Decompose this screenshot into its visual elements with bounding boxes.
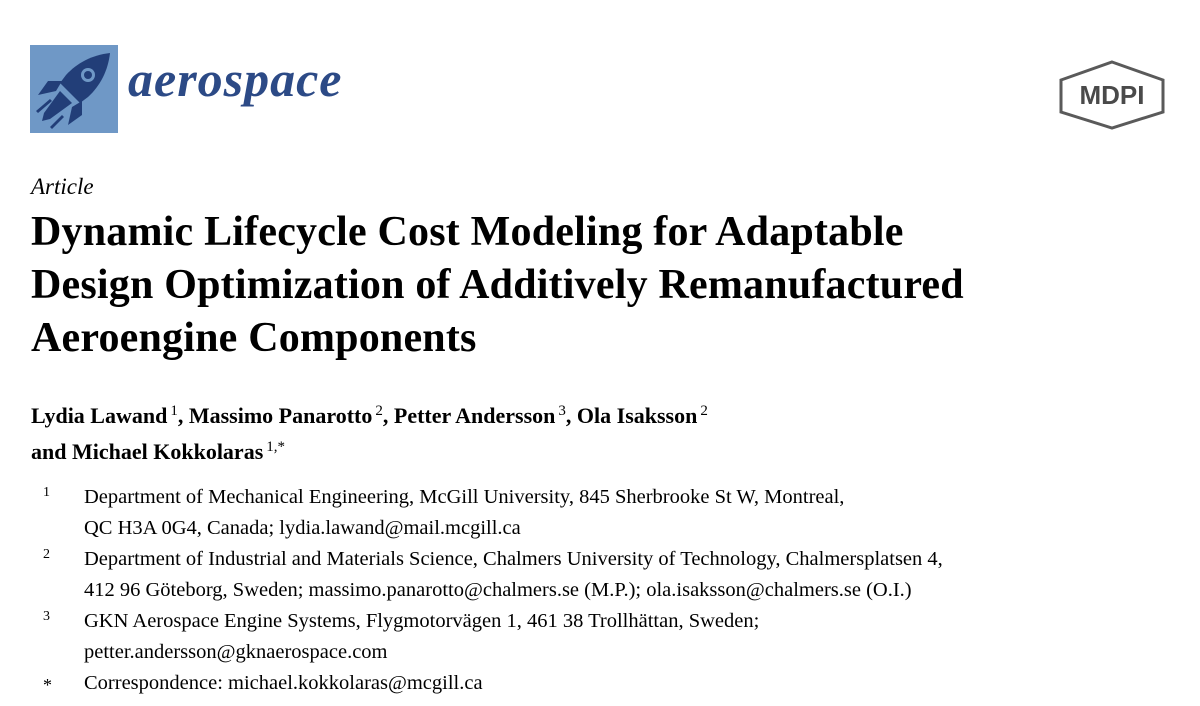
author-affiliation-ref: 2 [700, 403, 708, 419]
affiliation-text: QC H3A 0G4, Canada; lydia.lawand@mail.mcgill.ca [84, 517, 521, 539]
title-line: Aeroengine Components [31, 315, 477, 361]
author-separator: , [177, 403, 184, 428]
author-line [31, 434, 1171, 470]
affiliation-text: petter.andersson@gknaerospace.com [84, 641, 388, 663]
article-title [31, 206, 1181, 365]
publisher-logo [1057, 60, 1167, 130]
author-separator: and [31, 439, 67, 464]
author-name: Ola Isaksson [576, 403, 698, 428]
affiliation-item [31, 544, 1181, 606]
author-name: Petter Andersson [393, 403, 556, 428]
title-line: Dynamic Lifecycle Cost Modeling for Adaptable [31, 209, 904, 255]
article-type: Article [31, 174, 94, 199]
affiliation-list [31, 482, 1181, 699]
author-separator: , [565, 403, 572, 428]
author-affiliation-ref: 1 [170, 403, 178, 419]
author-affiliation-ref: 2 [375, 403, 383, 419]
affiliation-text: 412 96 Göteborg, Sweden; massimo.panarotto@chalmers.se (M.P.); ola.isaksson@chalmers.se (O.I.) [84, 579, 912, 601]
affiliation-text: Department of Mechanical Engineering, McGill University, 845 Sherbrooke St W, Montreal, [84, 486, 845, 508]
author-affiliation-ref: 1,* [266, 439, 286, 455]
rocket-icon [30, 45, 118, 133]
affiliation-marker: 1 [43, 485, 50, 500]
title-line: Design Optimization of Additively Remanufactured [31, 262, 964, 308]
affiliation-item [31, 606, 1181, 668]
correspondence-marker: * [43, 675, 52, 695]
publisher-name: MDPI [1079, 80, 1145, 110]
author-name: Michael Kokkolaras [71, 439, 264, 464]
author-line [31, 398, 1171, 434]
affiliation-marker: 3 [43, 609, 50, 624]
journal-name: aerospace [128, 51, 343, 107]
journal-logo [30, 45, 118, 133]
author-separator: , [382, 403, 389, 428]
author-affiliation-ref: 3 [558, 403, 566, 419]
affiliation-text: GKN Aerospace Engine Systems, Flygmotorvägen 1, 461 38 Trollhättan, Sweden; [84, 610, 760, 632]
author-name: Lydia Lawand [31, 403, 168, 428]
author-name: Massimo Panarotto [188, 403, 373, 428]
affiliation-text: Department of Industrial and Materials Science, Chalmers University of Technology, Chalmersplatsen 4, [84, 548, 943, 570]
affiliation-marker: 2 [43, 547, 50, 562]
correspondence-item [31, 668, 1181, 699]
correspondence-text: Correspondence: michael.kokkolaras@mcgill.ca [84, 672, 483, 694]
affiliation-item [31, 482, 1181, 544]
author-list [31, 398, 1171, 470]
